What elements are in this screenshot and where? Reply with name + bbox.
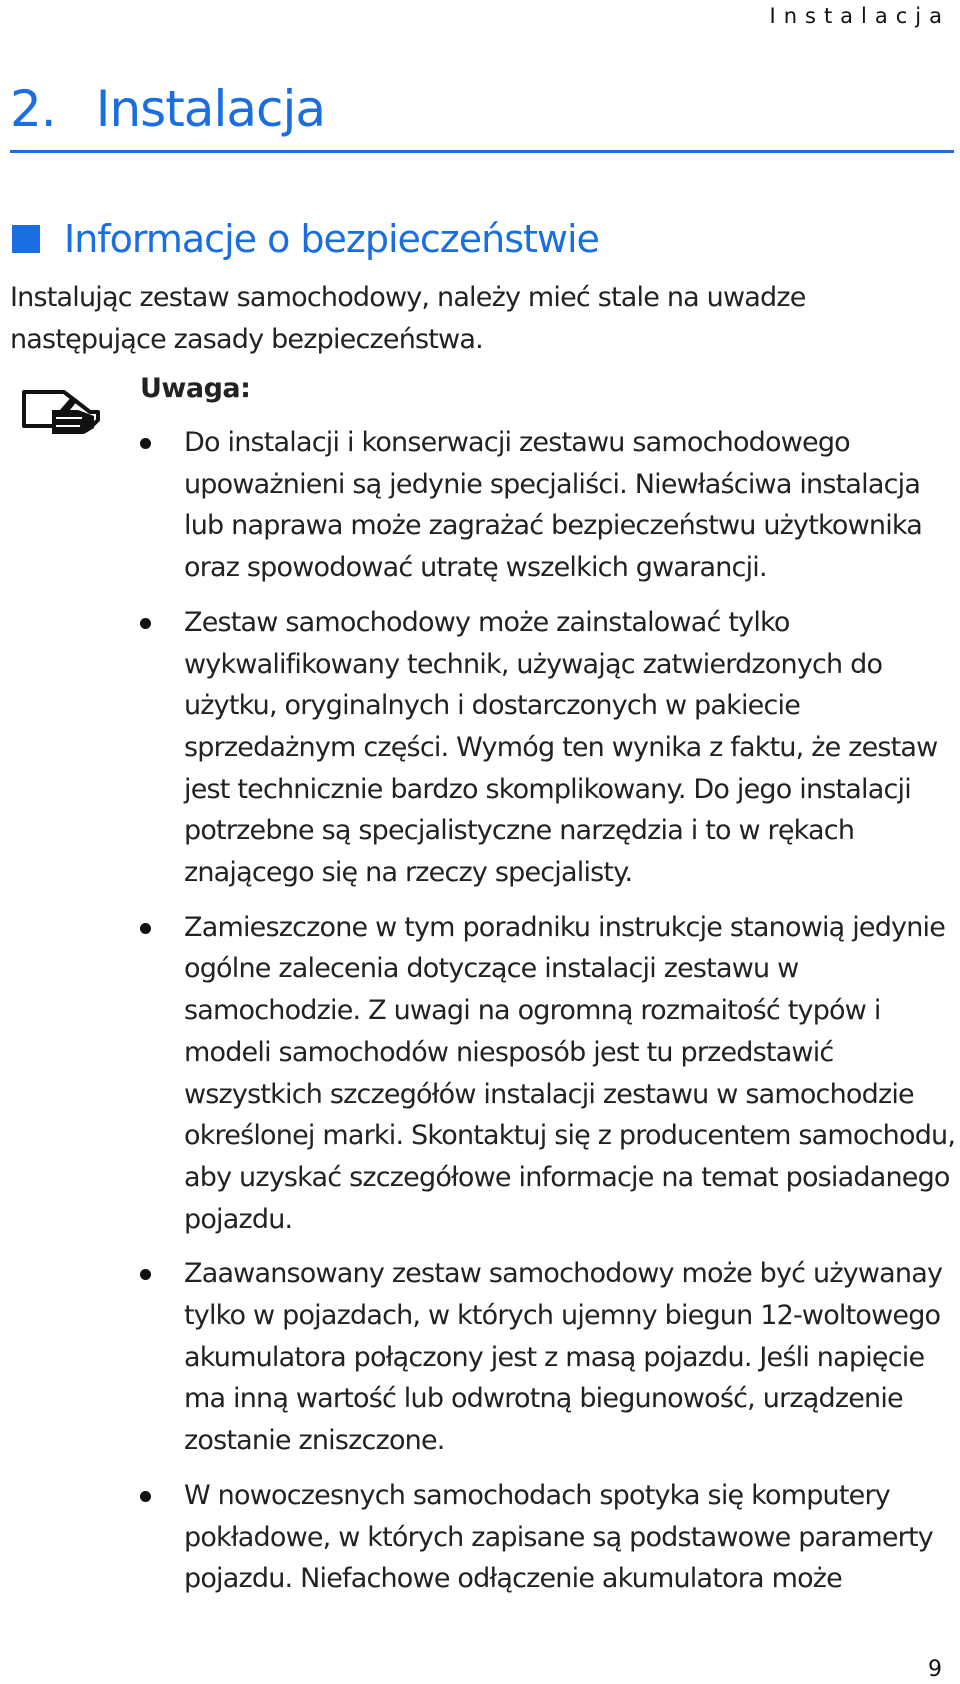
running-header: Instalacja — [769, 4, 950, 28]
section-marker-icon — [12, 225, 40, 253]
bullet-icon — [140, 438, 151, 449]
list-item-text: Do instalacji i konserwacji zestawu samochodowego upoważnieni są jedynie specjaliści. Niewłaściwa instalacja lub naprawa może zagrażać bezpieczeństwu użytkownika oraz spowodować utratę wszelkich gwarancji. — [184, 427, 923, 584]
list-item — [140, 1475, 960, 1600]
list-item — [140, 907, 960, 1241]
bullet-icon — [140, 1491, 151, 1502]
chapter-number: 2. — [10, 80, 56, 138]
chapter-title — [10, 80, 325, 138]
list-item — [140, 422, 960, 589]
page-number: 9 — [928, 1657, 942, 1682]
section-title: Informacje o bezpieczeństwie — [64, 217, 599, 261]
list-item — [140, 602, 960, 894]
bullet-icon — [140, 1269, 151, 1280]
note-bullet-list — [140, 422, 960, 1613]
bullet-icon — [140, 923, 151, 934]
list-item-text: W nowoczesnych samochodach spotyka się komputery pokładowe, w których zapisane są podstawowe paramerty pojazdu. Niefachowe odłączenie akumulatora może — [184, 1479, 933, 1595]
intro-paragraph: Instalując zestaw samochodowy, należy mieć stale na uwadze następujące zasady bezpieczeństwa. — [10, 282, 806, 355]
list-item — [140, 1253, 960, 1462]
note-label: Uwaga: — [140, 373, 251, 404]
chapter-divider — [10, 150, 954, 153]
list-item-text: Zaawansowany zestaw samochodowy może być używanay tylko w pojazdach, w których ujemny biegun 12-woltowego akumulatora połączony jest z masą pojazdu. Jeśli napięcie ma inną wartość lub odwrotną biegunowość, urządzenie zostanie zniszczone. — [184, 1258, 943, 1457]
note-hand-icon — [20, 386, 100, 438]
bullet-icon — [140, 618, 151, 629]
list-item-text: Zestaw samochodowy może zainstalować tylko wykwalifikowany technik, używając zatwierdzonych do użytku, oryginalnych i dostarczonych w pakiecie sprzedażnym części. Wymóg ten wynika z faktu, że zestaw jest technicznie bardzo skomplikowany. Do jego instalacji potrzebne są specjalistyczne narzędzia i to w rękach znającego się na rzeczy specjalisty. — [184, 606, 938, 889]
list-item-text: Zamieszczone w tym poradniku instrukcje stanowią jedynie ogólne zalecenia dotyczące instalacji zestawu w samochodzie. Z uwagi na ogromną rozmaitość typów i modeli samochodów niesposób jest tu przedstawić wszystkich szczegółów instalacji zestawu w samochodzie określonej marki. Skontaktuj się z producentem samochodu, aby uzyskać szczegółowe informacje na temat posiadanego pojazdu. — [184, 911, 956, 1235]
chapter-title-text: Instalacja — [95, 80, 326, 138]
